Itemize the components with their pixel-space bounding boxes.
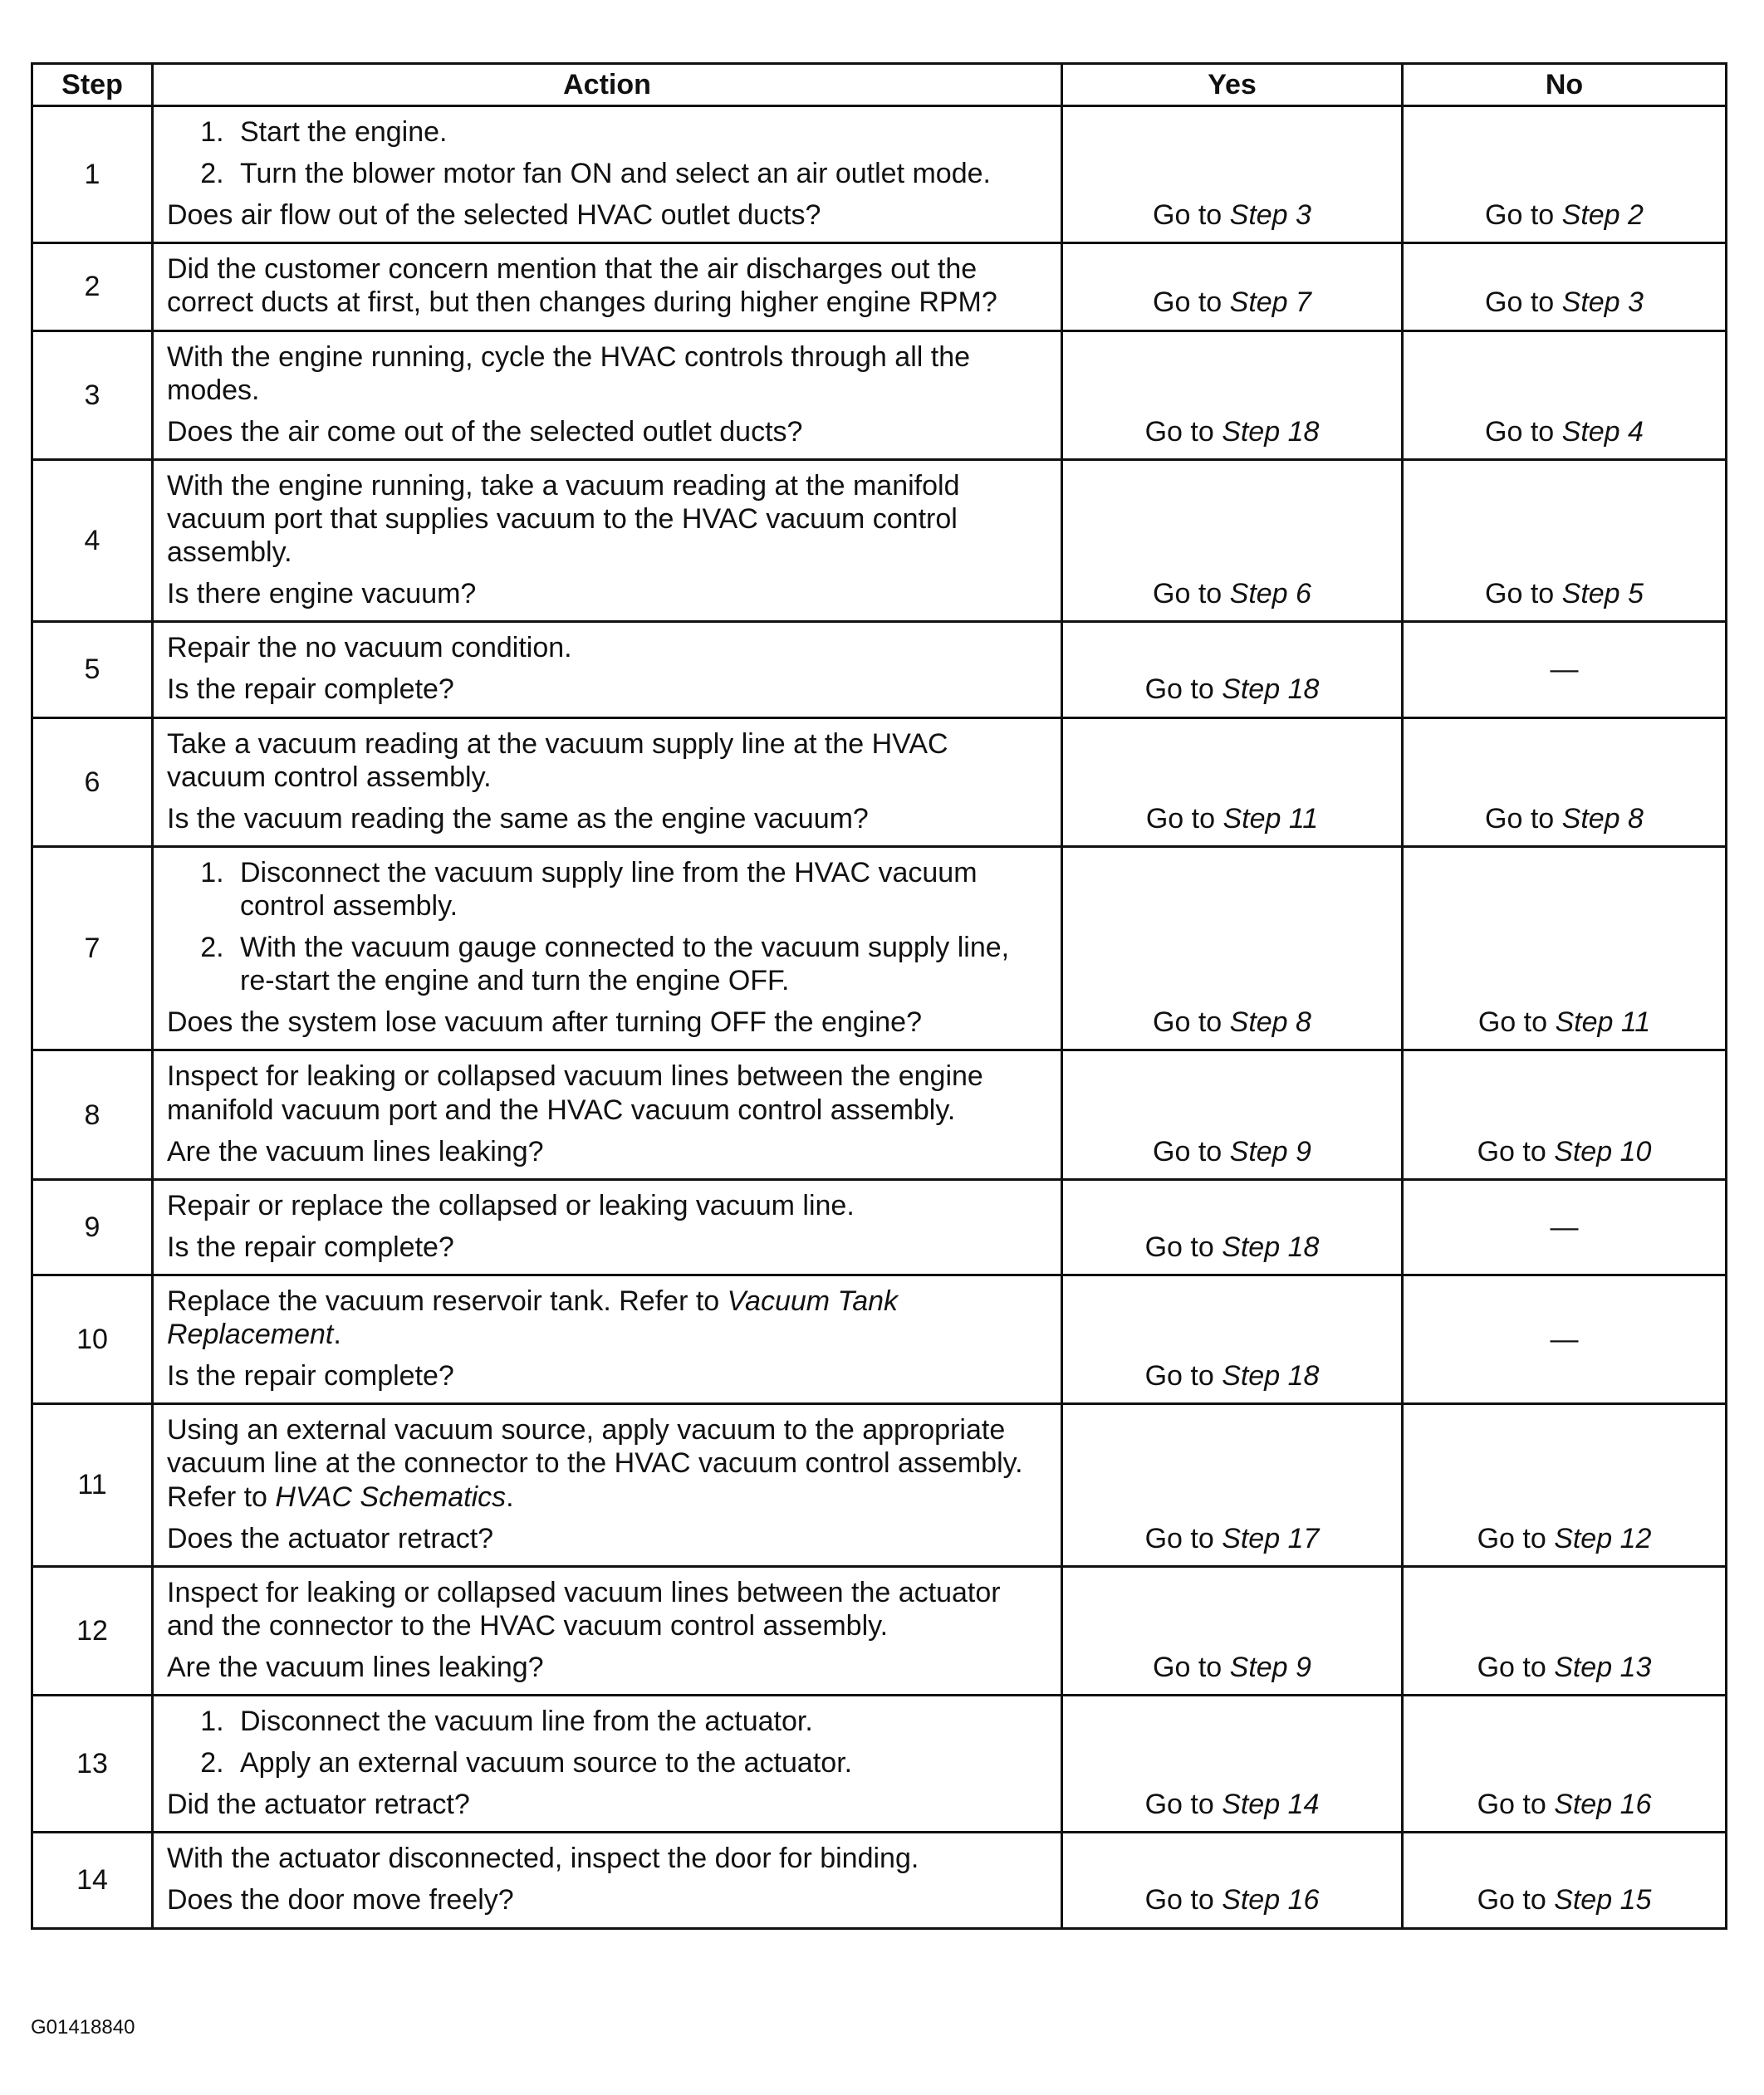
action-question: Is the vacuum reading the same as the engine vacuum? xyxy=(167,802,869,835)
goto-step-link[interactable]: Step 18 xyxy=(1222,1231,1320,1263)
goto-prefix: Go to xyxy=(1485,286,1562,319)
goto-step-link[interactable]: Step 18 xyxy=(1222,1360,1320,1393)
goto-prefix: Go to xyxy=(1144,1360,1223,1393)
yes-result xyxy=(1062,243,1403,330)
goto-step-link[interactable]: Step 11 xyxy=(1555,1006,1651,1039)
goto-prefix: Go to xyxy=(1144,1522,1223,1554)
action-instruction xyxy=(167,631,1049,664)
goto-prefix: Go to xyxy=(1477,1135,1555,1167)
instruction-text: Inspect for leaking or collapsed vacuum lines between the actuator and the connector to the HVAC vacuum control assembly. xyxy=(167,1576,1001,1642)
goto-step-link[interactable]: Step 7 xyxy=(1229,286,1311,319)
table-row xyxy=(32,846,1727,1050)
no-result xyxy=(1403,1404,1727,1566)
action-question: Did the customer concern mention that the air discharges out the correct ducts at first, but then changes during higher engine RPM? xyxy=(167,253,997,319)
table-row xyxy=(32,622,1727,717)
action-cell xyxy=(153,846,1062,1050)
goto-step-link[interactable]: Step 18 xyxy=(1222,673,1320,706)
table-row xyxy=(32,243,1727,330)
goto-prefix: Go to xyxy=(1485,578,1562,610)
step-number: 5 xyxy=(32,622,153,717)
goto-step-link[interactable]: Step 3 xyxy=(1561,286,1644,319)
goto-prefix: Go to xyxy=(1153,1651,1230,1683)
step-number: 4 xyxy=(32,459,153,621)
table-row xyxy=(32,717,1727,846)
goto-prefix: Go to xyxy=(1144,1231,1223,1263)
goto-step-link[interactable]: Step 13 xyxy=(1554,1651,1652,1683)
action-cell xyxy=(153,1050,1062,1179)
action-cell xyxy=(153,1566,1062,1695)
substep-item: 1. Disconnect the vacuum line from the actuator. xyxy=(232,1705,1049,1738)
action-question: Does the air come out of the selected outlet ducts? xyxy=(167,415,803,448)
goto-step-link[interactable]: Step 6 xyxy=(1229,578,1311,610)
action-cell xyxy=(153,1696,1062,1833)
yes-result xyxy=(1062,717,1403,846)
action-question: Is the repair complete? xyxy=(167,673,454,706)
yes-result xyxy=(1062,622,1403,717)
action-instruction xyxy=(167,469,1049,569)
table-row xyxy=(32,1050,1727,1179)
substep-list xyxy=(167,856,1049,997)
goto-step-link[interactable]: Step 18 xyxy=(1222,415,1320,448)
yes-result xyxy=(1062,1179,1403,1275)
no-result xyxy=(1403,243,1727,330)
table-row xyxy=(32,1404,1727,1566)
no-result xyxy=(1403,1179,1727,1275)
step-number: 9 xyxy=(32,1179,153,1275)
goto-step-link[interactable]: Step 12 xyxy=(1554,1522,1652,1554)
action-question: Are the vacuum lines leaking? xyxy=(167,1651,544,1683)
dash-mark: — xyxy=(1550,1211,1579,1243)
goto-step-link[interactable]: Step 5 xyxy=(1561,578,1644,610)
table-row xyxy=(32,459,1727,621)
action-cell xyxy=(153,243,1062,330)
goto-step-link[interactable]: Step 15 xyxy=(1554,1884,1652,1916)
goto-step-link[interactable]: Step 17 xyxy=(1222,1522,1320,1554)
goto-prefix: Go to xyxy=(1485,802,1562,835)
instruction-text: Replace the vacuum reservoir tank. Refer to xyxy=(167,1285,728,1317)
action-cell xyxy=(153,1275,1062,1403)
no-result xyxy=(1403,1833,1727,1928)
table-header-row xyxy=(32,64,1727,106)
goto-prefix: Go to xyxy=(1477,1006,1556,1039)
action-question: Does the system lose vacuum after turning OFF the engine? xyxy=(167,1006,923,1039)
instruction-text: Using an external vacuum source, apply vacuum to the appropriate vacuum line at the connector to the HVAC vacuum control assembly. Refer to xyxy=(167,1414,1023,1513)
dash-mark: — xyxy=(1550,653,1579,686)
action-question: Does air flow out of the selected HVAC outlet ducts? xyxy=(167,199,821,232)
goto-step-link[interactable]: Step 14 xyxy=(1222,1789,1320,1821)
reference-link[interactable]: Vacuum Tank Replacement xyxy=(167,1285,899,1351)
table-row xyxy=(32,1833,1727,1928)
yes-result xyxy=(1062,1566,1403,1695)
action-question: Does the actuator retract? xyxy=(167,1522,494,1554)
substep-item: 2. Apply an external vacuum source to the actuator. xyxy=(232,1746,1049,1779)
substep-item: 2. Turn the blower motor fan ON and select an air outlet mode. xyxy=(232,157,1049,190)
goto-prefix: Go to xyxy=(1153,1135,1230,1167)
header-action: Action xyxy=(153,64,1062,106)
table-row xyxy=(32,1275,1727,1403)
action-cell xyxy=(153,1833,1062,1928)
no-result xyxy=(1403,622,1727,717)
action-question: Is the repair complete? xyxy=(167,1360,454,1393)
action-cell xyxy=(153,459,1062,621)
action-question: Are the vacuum lines leaking? xyxy=(167,1135,544,1167)
goto-step-link[interactable]: Step 9 xyxy=(1229,1651,1311,1683)
yes-result xyxy=(1062,1833,1403,1928)
step-number: 1 xyxy=(32,106,153,243)
yes-result xyxy=(1062,106,1403,243)
goto-step-link[interactable]: Step 10 xyxy=(1554,1135,1652,1167)
header-step: Step xyxy=(32,64,153,106)
goto-step-link[interactable]: Step 9 xyxy=(1229,1135,1311,1167)
goto-prefix: Go to xyxy=(1477,1651,1555,1683)
no-result xyxy=(1403,717,1727,846)
action-instruction xyxy=(167,340,1049,407)
instruction-text: Inspect for leaking or collapsed vacuum lines between the engine manifold vacuum port and the HVAC vacuum control assembly. xyxy=(167,1060,983,1126)
action-question: Is there engine vacuum? xyxy=(167,578,477,610)
goto-prefix: Go to xyxy=(1153,1006,1230,1039)
step-number: 8 xyxy=(32,1050,153,1179)
goto-step-link[interactable]: Step 3 xyxy=(1229,199,1311,232)
step-number: 14 xyxy=(32,1833,153,1928)
yes-result xyxy=(1062,1404,1403,1566)
instruction-text: With the engine running, cycle the HVAC controls through all the modes. xyxy=(167,340,971,406)
action-instruction xyxy=(167,1060,1049,1126)
goto-prefix: Go to xyxy=(1144,415,1223,448)
no-result xyxy=(1403,106,1727,243)
action-instruction xyxy=(167,1842,1049,1875)
instruction-text: With the engine running, take a vacuum reading at the manifold vacuum port that supplies vacuum to the HVAC vacuum control assembly. xyxy=(167,469,960,569)
substep-list xyxy=(167,1705,1049,1779)
step-number: 6 xyxy=(32,717,153,846)
step-number: 11 xyxy=(32,1404,153,1566)
instruction-text: Repair the no vacuum condition. xyxy=(167,632,572,664)
no-result xyxy=(1403,1050,1727,1179)
yes-result xyxy=(1062,459,1403,621)
no-result xyxy=(1403,330,1727,459)
goto-step-link[interactable]: Step 16 xyxy=(1554,1789,1652,1821)
goto-step-link[interactable]: Step 8 xyxy=(1561,802,1644,835)
action-cell xyxy=(153,1179,1062,1275)
instruction-text: With the actuator disconnected, inspect the door for binding. xyxy=(167,1843,919,1875)
action-cell xyxy=(153,1404,1062,1566)
dash-mark: — xyxy=(1550,1324,1579,1356)
diagnostic-table xyxy=(31,62,1727,1930)
action-question: Is the repair complete? xyxy=(167,1231,454,1263)
table-row xyxy=(32,106,1727,243)
no-result xyxy=(1403,846,1727,1050)
goto-prefix: Go to xyxy=(1477,1884,1555,1916)
reference-link[interactable]: HVAC Schematics xyxy=(275,1481,507,1513)
action-question: Did the actuator retract? xyxy=(167,1789,470,1821)
goto-prefix: Go to xyxy=(1153,199,1230,232)
action-question: Does the door move freely? xyxy=(167,1884,514,1916)
yes-result xyxy=(1062,846,1403,1050)
table-row xyxy=(32,1179,1727,1275)
header-no: No xyxy=(1403,64,1727,106)
step-number: 2 xyxy=(32,243,153,330)
goto-step-link[interactable]: Step 4 xyxy=(1561,415,1644,448)
table-row xyxy=(32,1696,1727,1833)
goto-step-link[interactable]: Step 11 xyxy=(1223,802,1319,835)
goto-step-link[interactable]: Step 16 xyxy=(1222,1884,1320,1916)
step-number: 10 xyxy=(32,1275,153,1403)
yes-result xyxy=(1062,1050,1403,1179)
goto-prefix: Go to xyxy=(1153,578,1230,610)
action-instruction xyxy=(167,727,1049,794)
yes-result xyxy=(1062,330,1403,459)
yes-result xyxy=(1062,1275,1403,1403)
instruction-text: Take a vacuum reading at the vacuum supply line at the HVAC vacuum control assembly. xyxy=(167,727,948,793)
no-result xyxy=(1403,459,1727,621)
no-result xyxy=(1403,1275,1727,1403)
goto-prefix: Go to xyxy=(1145,802,1223,835)
substep-list xyxy=(167,115,1049,190)
goto-prefix: Go to xyxy=(1144,1789,1223,1821)
goto-prefix: Go to xyxy=(1477,1522,1555,1554)
action-cell xyxy=(153,106,1062,243)
goto-step-link[interactable]: Step 2 xyxy=(1561,199,1644,232)
step-number: 7 xyxy=(32,846,153,1050)
action-cell xyxy=(153,622,1062,717)
substep-item: 1. Start the engine. xyxy=(232,115,1049,149)
step-number: 12 xyxy=(32,1566,153,1695)
goto-prefix: Go to xyxy=(1485,199,1562,232)
instruction-text: Repair or replace the collapsed or leaking vacuum line. xyxy=(167,1189,855,1221)
goto-prefix: Go to xyxy=(1485,415,1562,448)
substep-item: 1. Disconnect the vacuum supply line from the HVAC vacuum control assembly. xyxy=(232,856,1049,923)
substep-item: 2. With the vacuum gauge connected to the vacuum supply line, re-start the engine and turn the engine OFF. xyxy=(232,931,1049,997)
goto-step-link[interactable]: Step 8 xyxy=(1229,1006,1311,1039)
goto-prefix: Go to xyxy=(1144,673,1223,706)
action-instruction xyxy=(167,1413,1049,1513)
instruction-tail: . xyxy=(333,1319,341,1351)
image-code: G01418840 xyxy=(31,2016,135,2039)
no-result xyxy=(1403,1696,1727,1833)
step-number: 13 xyxy=(32,1696,153,1833)
header-yes: Yes xyxy=(1062,64,1403,106)
action-cell xyxy=(153,330,1062,459)
goto-prefix: Go to xyxy=(1153,286,1230,319)
yes-result xyxy=(1062,1696,1403,1833)
action-cell xyxy=(153,717,1062,846)
step-number: 3 xyxy=(32,330,153,459)
goto-prefix: Go to xyxy=(1144,1884,1223,1916)
table-row xyxy=(32,330,1727,459)
goto-prefix: Go to xyxy=(1477,1789,1555,1821)
instruction-tail: . xyxy=(506,1481,514,1513)
no-result xyxy=(1403,1566,1727,1695)
action-instruction xyxy=(167,1189,1049,1222)
table-row xyxy=(32,1566,1727,1695)
action-instruction xyxy=(167,1576,1049,1642)
action-instruction xyxy=(167,1285,1049,1351)
